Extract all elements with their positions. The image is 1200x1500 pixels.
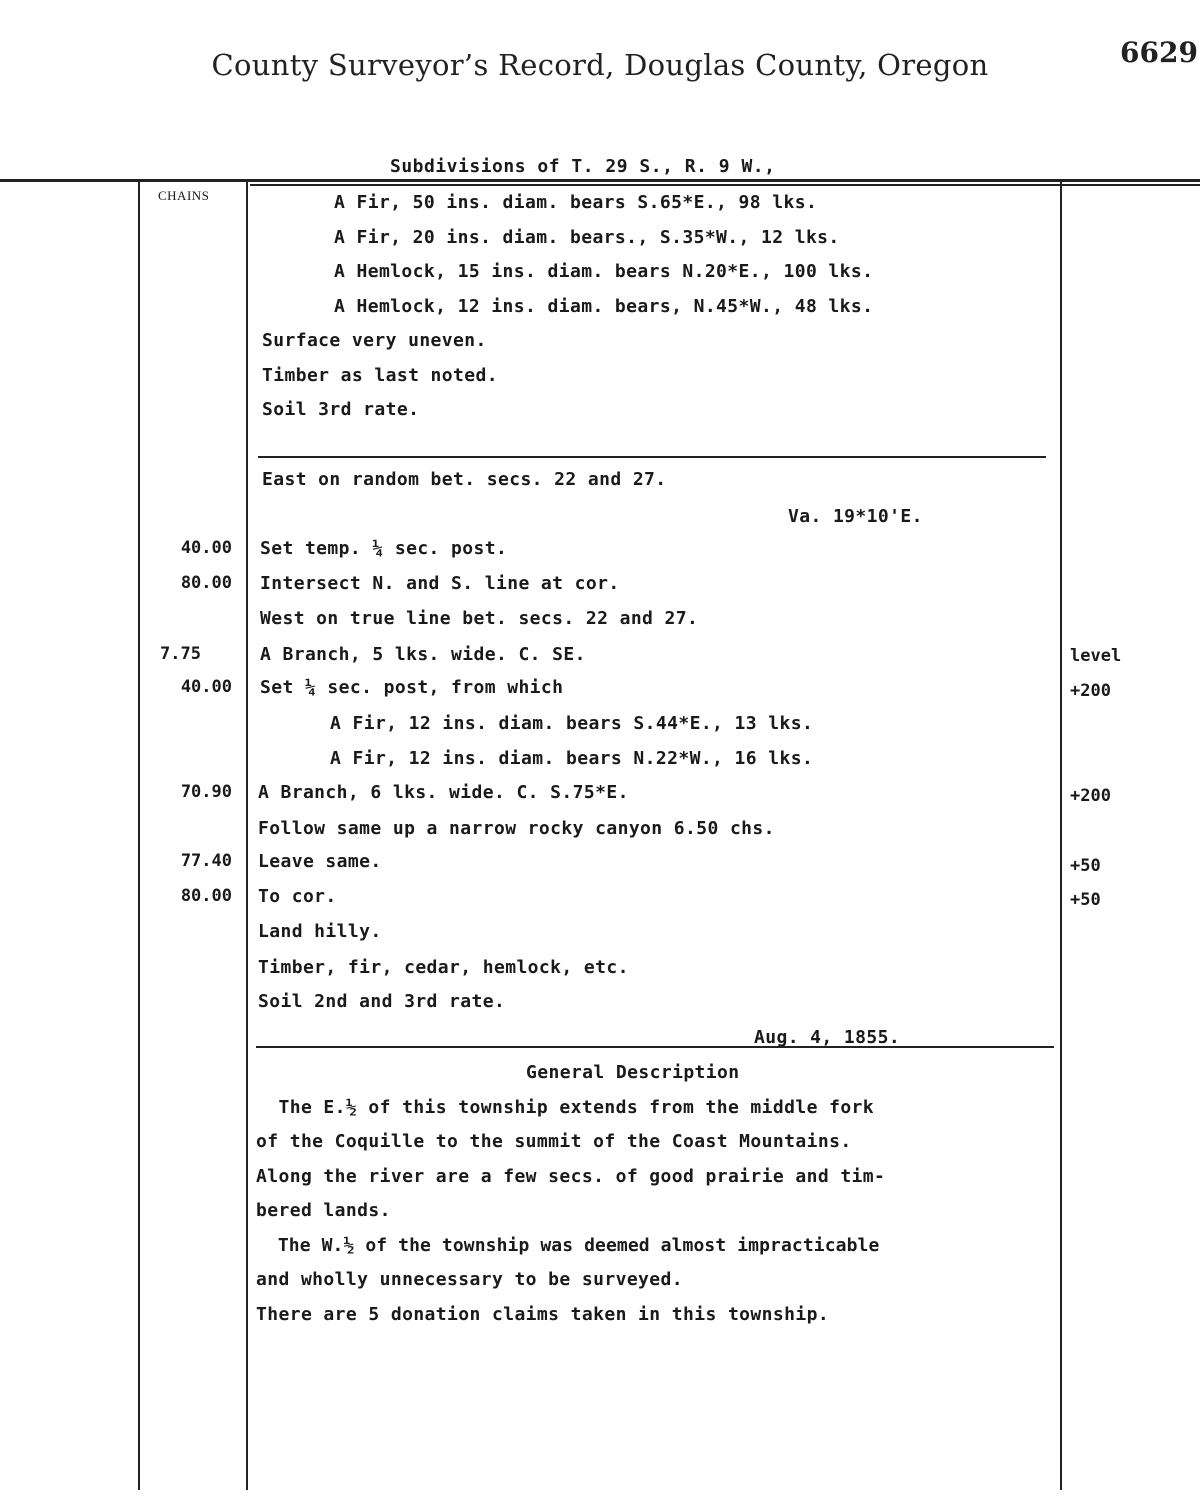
line-text: A Hemlock, 15 ins. diam. bears N.20*E., 100 lks. <box>334 261 874 282</box>
page-number: 6629 <box>1120 36 1198 69</box>
notes-column-divider <box>1060 182 1062 1490</box>
line-text: Surface very uneven. <box>262 330 487 351</box>
line-text: Leave same. <box>258 851 382 872</box>
line-text: Timber, fir, cedar, hemlock, etc. <box>258 957 629 978</box>
general-description-heading: General Description <box>526 1062 740 1083</box>
chain-value: 40.00 <box>180 677 232 697</box>
general-line: There are 5 donation claims taken in this township. <box>256 1304 830 1325</box>
note-value: +200 <box>1070 681 1111 701</box>
general-line: bered lands. <box>256 1200 391 1221</box>
subdivision-heading: Subdivisions of T. 29 S., R. 9 W., <box>390 156 776 177</box>
chains-column-label: CHAINS <box>158 188 210 203</box>
general-line: The E.½ of this township extends from the middle fork <box>256 1097 875 1118</box>
section-divider-1 <box>258 456 1046 458</box>
note-value: +50 <box>1070 856 1101 876</box>
line-text: Soil 2nd and 3rd rate. <box>258 991 506 1012</box>
top-rule <box>0 179 1200 182</box>
chain-value: 80.00 <box>180 886 232 906</box>
note-value: level <box>1070 646 1122 666</box>
line-text: To cor. <box>258 886 337 907</box>
chain-value: 70.90 <box>180 782 232 802</box>
general-line: The W.½ of the township was deemed almost impracticable <box>256 1235 880 1256</box>
left-margin-line <box>138 182 140 1490</box>
general-line: and wholly unnecessary to be surveyed. <box>256 1269 684 1290</box>
line-text: Set ¼ sec. post, from which <box>260 677 564 698</box>
line-text: Set temp. ¼ sec. post. <box>260 538 508 559</box>
record-title: County Surveyor’s Record, Douglas County, Oregon <box>211 48 989 82</box>
chain-value: 80.00 <box>180 573 232 593</box>
line-text: Intersect N. and S. line at cor. <box>260 573 620 594</box>
note-value: +200 <box>1070 786 1111 806</box>
line-text: A Fir, 50 ins. diam. bears S.65*E., 98 lks. <box>334 192 818 213</box>
line-text: A Hemlock, 12 ins. diam. bears, N.45*W., 48 lks. <box>334 296 874 317</box>
line-text: Land hilly. <box>258 921 382 942</box>
line-text: Timber as last noted. <box>262 365 498 386</box>
chain-value: 7.75 <box>160 644 201 664</box>
line-text: Follow same up a narrow rocky canyon 6.50 chs. <box>258 818 775 839</box>
line-text: A Fir, 12 ins. diam. bears N.22*W., 16 lks. <box>330 748 814 769</box>
chains-column-divider <box>246 182 248 1490</box>
note-value: +50 <box>1070 890 1101 910</box>
chain-value: 40.00 <box>180 538 232 558</box>
line-text: East on random bet. secs. 22 and 27. <box>262 469 667 490</box>
general-line: of the Coquille to the summit of the Coast Mountains. <box>256 1131 852 1152</box>
line-text: A Branch, 5 lks. wide. C. SE. <box>260 644 586 665</box>
general-line: Along the river are a few secs. of good prairie and tim- <box>256 1166 886 1187</box>
top-rule-thin <box>250 184 1200 186</box>
chain-value: 77.40 <box>180 851 232 871</box>
date-text: Aug. 4, 1855. <box>754 1027 901 1048</box>
section-divider-2 <box>256 1046 1054 1048</box>
line-text: West on true line bet. secs. 22 and 27. <box>260 608 699 629</box>
line-text: A Fir, 12 ins. diam. bears S.44*E., 13 lks. <box>330 713 814 734</box>
variation-text: Va. 19*10'E. <box>788 506 923 527</box>
line-text: A Branch, 6 lks. wide. C. S.75*E. <box>258 782 629 803</box>
line-text: Soil 3rd rate. <box>262 399 420 420</box>
line-text: A Fir, 20 ins. diam. bears., S.35*W., 12 lks. <box>334 227 840 248</box>
